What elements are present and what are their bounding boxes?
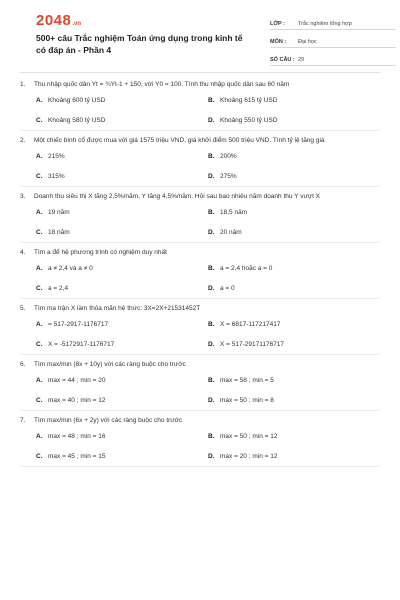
option-text: 18 năm bbox=[48, 228, 70, 236]
question-item bbox=[20, 416, 380, 467]
option-text: Khoảng 550 tỷ USD bbox=[220, 116, 278, 124]
meta-value: Trắc nghiệm tổng hợp bbox=[298, 21, 352, 27]
question-item bbox=[20, 248, 380, 299]
document-title: 500+ câu Trắc nghiệm Toán ứng dụng trong kinh tế có đáp án - Phần 4 bbox=[36, 33, 243, 55]
answer-option[interactable] bbox=[208, 222, 380, 242]
answer-options bbox=[20, 90, 380, 130]
answer-option[interactable] bbox=[208, 278, 380, 298]
option-letter: B. bbox=[208, 264, 215, 272]
question-text: Tìm ma trận X làm thỏa mãn hệ thức: 3X=2X+21531452T bbox=[34, 305, 201, 312]
option-letter: A. bbox=[36, 96, 43, 104]
question-number: 7. bbox=[20, 417, 26, 424]
option-text: max = 44 ; min = 20 bbox=[48, 376, 106, 384]
answer-options bbox=[20, 202, 380, 242]
question-header bbox=[20, 136, 380, 146]
meta-row-class bbox=[270, 14, 396, 30]
meta-row-subject bbox=[270, 32, 396, 48]
option-letter: A. bbox=[36, 376, 43, 384]
option-letter: B. bbox=[208, 152, 215, 160]
question-number: 3. bbox=[20, 193, 26, 200]
option-text: a ≠ 2,4 và a ≠ 0 bbox=[48, 264, 93, 272]
question-list bbox=[20, 80, 380, 472]
answer-option[interactable] bbox=[208, 110, 380, 130]
answer-option[interactable] bbox=[36, 314, 208, 334]
option-text: max = 45 ; min = 15 bbox=[48, 452, 106, 460]
option-letter: C. bbox=[36, 284, 43, 292]
option-text: 18,5 năm bbox=[220, 208, 248, 216]
option-letter: C. bbox=[36, 340, 43, 348]
question-number: 1. bbox=[20, 81, 26, 88]
meta-row-count bbox=[270, 50, 396, 66]
option-letter: D. bbox=[208, 340, 215, 348]
meta-label: SỐ CÂU : bbox=[270, 57, 295, 63]
question-item bbox=[20, 304, 380, 355]
answer-option[interactable] bbox=[208, 258, 380, 278]
question-item bbox=[20, 360, 380, 411]
question-header bbox=[20, 304, 380, 314]
option-letter: A. bbox=[36, 320, 43, 328]
answer-options bbox=[20, 426, 380, 466]
answer-option[interactable] bbox=[36, 222, 208, 242]
option-text: max = 20 ; min = 12 bbox=[220, 452, 278, 460]
question-item bbox=[20, 136, 380, 187]
answer-options bbox=[20, 314, 380, 354]
option-text: X = 517-29171176717 bbox=[220, 340, 285, 348]
answer-option[interactable] bbox=[208, 390, 380, 410]
option-letter: D. bbox=[208, 172, 215, 180]
answer-option[interactable] bbox=[36, 426, 208, 446]
option-letter: B. bbox=[208, 208, 215, 216]
option-letter: A. bbox=[36, 152, 43, 160]
meta-label: MÔN : bbox=[270, 39, 287, 45]
document-header bbox=[16, 0, 384, 62]
option-letter: C. bbox=[36, 172, 43, 180]
answer-option[interactable] bbox=[208, 370, 380, 390]
question-text: Một chiếc bình cổ được mua với giá 1575 triệu VND, giá khởi điểm 500 triệu VND. Tính tỷ lệ tăng giá bbox=[34, 137, 325, 144]
answer-option[interactable] bbox=[36, 278, 208, 298]
option-letter: D. bbox=[208, 396, 215, 404]
logo-tld: .vn bbox=[72, 21, 82, 27]
option-text: a = 0 bbox=[220, 284, 235, 292]
question-header bbox=[20, 248, 380, 258]
option-text: max = 48 ; min = 16 bbox=[48, 432, 106, 440]
answer-option[interactable] bbox=[36, 390, 208, 410]
answer-option[interactable] bbox=[36, 446, 208, 466]
option-text: max = 50 ; min = 8 bbox=[220, 396, 274, 404]
answer-options bbox=[20, 146, 380, 186]
question-header bbox=[20, 192, 380, 202]
option-letter: A. bbox=[36, 208, 43, 216]
meta-label: LỚP : bbox=[270, 21, 285, 27]
question-header bbox=[20, 416, 380, 426]
option-text: 215% bbox=[48, 152, 65, 160]
answer-option[interactable] bbox=[36, 110, 208, 130]
question-text: Tìm max/min (6x + 2y) với các ràng buộc cho trước bbox=[34, 417, 183, 424]
option-letter: C. bbox=[36, 228, 43, 236]
option-text: Khoảng 600 tỷ USD bbox=[48, 96, 106, 104]
option-text: 315% bbox=[48, 172, 65, 180]
option-text: max = 40 ; min = 12 bbox=[48, 396, 106, 404]
answer-option[interactable] bbox=[36, 334, 208, 354]
option-letter: D. bbox=[208, 228, 215, 236]
answer-option[interactable] bbox=[208, 166, 380, 186]
option-text: 275% bbox=[220, 172, 237, 180]
option-letter: D. bbox=[208, 452, 215, 460]
option-letter: B. bbox=[208, 320, 215, 328]
site-logo[interactable] bbox=[36, 12, 81, 29]
answer-options bbox=[20, 258, 380, 298]
option-letter: B. bbox=[208, 96, 215, 104]
question-header bbox=[20, 360, 380, 370]
answer-option[interactable] bbox=[208, 446, 380, 466]
question-item bbox=[20, 80, 380, 131]
document-meta bbox=[270, 14, 396, 68]
meta-value: Đại học bbox=[298, 39, 317, 45]
header-divider bbox=[20, 72, 380, 73]
option-letter: B. bbox=[208, 432, 215, 440]
answer-option[interactable] bbox=[208, 146, 380, 166]
answer-option[interactable] bbox=[208, 202, 380, 222]
answer-option[interactable] bbox=[36, 258, 208, 278]
answer-option[interactable] bbox=[36, 90, 208, 110]
answer-option[interactable] bbox=[36, 166, 208, 186]
option-text: = 517-2917-1176717 bbox=[48, 320, 109, 328]
option-letter: C. bbox=[36, 452, 43, 460]
question-text: Tìm a để hệ phương trình có nghiệm duy nhất bbox=[34, 249, 167, 256]
question-item bbox=[20, 192, 380, 243]
answer-option[interactable] bbox=[208, 426, 380, 446]
option-text: 19 năm bbox=[48, 208, 70, 216]
question-header bbox=[20, 80, 380, 90]
answer-option[interactable] bbox=[208, 334, 380, 354]
answer-option[interactable] bbox=[36, 146, 208, 166]
question-number: 5. bbox=[20, 305, 26, 312]
answer-option[interactable] bbox=[36, 202, 208, 222]
answer-option[interactable] bbox=[208, 90, 380, 110]
option-letter: D. bbox=[208, 116, 215, 124]
option-text: a = 2,4 bbox=[48, 284, 69, 292]
option-text: 200% bbox=[220, 152, 237, 160]
question-text: Doanh thu siêu thị X tăng 2,5%/năm, Y tăng 4,5%/năm. Hỏi sau bao nhiêu năm doanh thu Y vượt X bbox=[34, 193, 321, 200]
logo-main: 2048 bbox=[36, 12, 72, 29]
answer-option[interactable] bbox=[36, 370, 208, 390]
option-text: a = 2,4 hoặc a = 0 bbox=[220, 264, 273, 272]
option-text: 20 năm bbox=[220, 228, 242, 236]
question-number: 6. bbox=[20, 361, 26, 368]
answer-options bbox=[20, 370, 380, 410]
question-text: Tìm max/min (8x + 10y) với các ràng buộc cho trước bbox=[34, 361, 186, 368]
option-letter: D. bbox=[208, 284, 215, 292]
option-text: Khoảng 615 tỷ USD bbox=[220, 96, 278, 104]
option-text: max = 58 ; min = 5 bbox=[220, 376, 274, 384]
question-text: Thu nhập quốc dân Yt = ¾Yt-1 + 150, với Y0 = 100. Tính thu nhập quốc dân sau 60 năm bbox=[34, 81, 290, 88]
option-text: X = 6817-117217417 bbox=[220, 320, 281, 328]
question-number: 4. bbox=[20, 249, 26, 256]
option-text: max = 50 ; min = 12 bbox=[220, 432, 278, 440]
option-letter: A. bbox=[36, 264, 43, 272]
option-letter: A. bbox=[36, 432, 43, 440]
answer-option[interactable] bbox=[208, 314, 380, 334]
question-number: 2. bbox=[20, 137, 26, 144]
option-letter: B. bbox=[208, 376, 215, 384]
option-letter: C. bbox=[36, 396, 43, 404]
option-text: Khoảng 580 tỷ USD bbox=[48, 116, 106, 124]
meta-value: 29 bbox=[298, 57, 305, 63]
option-letter: C. bbox=[36, 116, 43, 124]
option-text: X = -5172917-1176717 bbox=[48, 340, 115, 348]
